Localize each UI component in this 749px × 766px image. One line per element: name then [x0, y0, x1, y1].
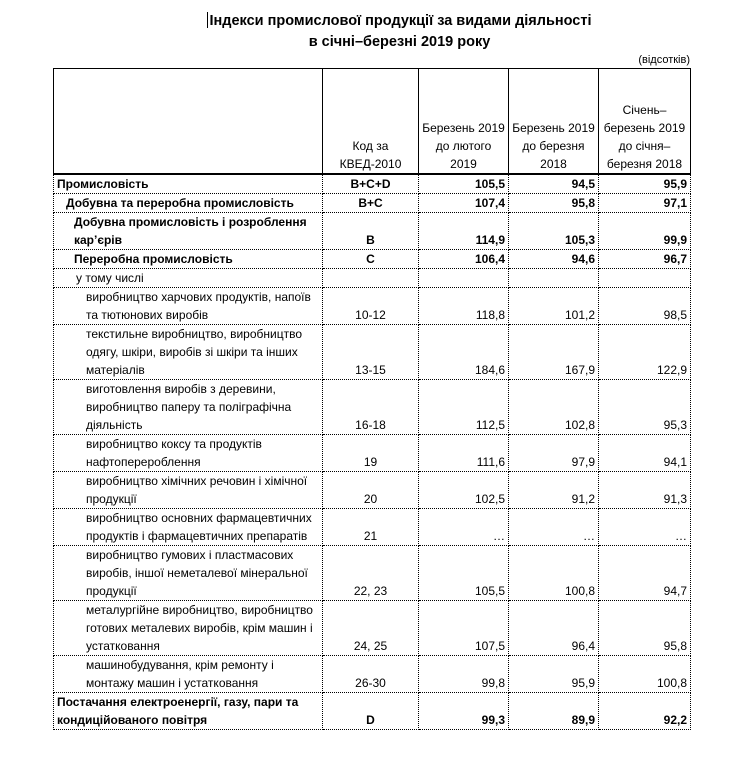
row-name: Добувна та переробна промисловість: [54, 194, 323, 213]
row-code: 10-12: [323, 288, 419, 325]
row-code: B+C: [323, 194, 419, 213]
row-code: 26-30: [323, 656, 419, 693]
value-mar19-vs-mar18: 91,2: [509, 472, 599, 509]
row-name: Добувна промисловість і розроблення кар’єрів: [54, 213, 323, 250]
value-q1-19-vs-q1-18: 98,5: [599, 288, 691, 325]
value-mar19-vs-mar18: 94,6: [509, 250, 599, 269]
table-row: [54, 601, 691, 656]
value-mar19-vs-feb19: 106,4: [419, 250, 509, 269]
value-q1-19-vs-q1-18: 95,3: [599, 380, 691, 435]
value-mar19-vs-feb19: [419, 269, 509, 288]
row-name: машинобудування, крім ремонту і монтажу машин і устатковання: [54, 656, 323, 693]
value-q1-19-vs-q1-18: 96,7: [599, 250, 691, 269]
value-q1-19-vs-q1-18: 94,1: [599, 435, 691, 472]
header-name: [54, 69, 323, 175]
value-mar19-vs-feb19: 99,8: [419, 656, 509, 693]
value-q1-19-vs-q1-18: [599, 269, 691, 288]
row-code: [323, 269, 419, 288]
title-text: Індекси промислової продукції за видами діяльності: [209, 13, 592, 29]
value-mar19-vs-feb19: 184,6: [419, 325, 509, 380]
header-row: [54, 69, 691, 175]
document-title-line-1: [0, 12, 749, 29]
table-row: [54, 509, 691, 546]
industrial-index-table: [53, 68, 691, 730]
row-name: виробництво гумових і пластмасових виробів, іншої неметалевої мінеральної продукції: [54, 546, 323, 601]
row-code: D: [323, 693, 419, 730]
unit-note: (відсотків): [638, 54, 690, 66]
value-q1-19-vs-q1-18: …: [599, 509, 691, 546]
row-name: металургійне виробництво, виробництво готових металевих виробів, крім машин і устатковання: [54, 601, 323, 656]
value-q1-19-vs-q1-18: 122,9: [599, 325, 691, 380]
value-mar19-vs-mar18: [509, 269, 599, 288]
row-name: виробництво хімічних речовин і хімічної продукції: [54, 472, 323, 509]
table-row: [54, 288, 691, 325]
row-code: 13-15: [323, 325, 419, 380]
row-name: виробництво харчових продуктів, напоїв та тютюнових виробів: [54, 288, 323, 325]
value-mar19-vs-feb19: 118,8: [419, 288, 509, 325]
header-mar19-vs-feb19: Березень 2019 до лютого 2019: [419, 69, 509, 175]
row-name: Постачання електроенергії, газу, пари та кондиційованого повітря: [54, 693, 323, 730]
value-mar19-vs-feb19: 102,5: [419, 472, 509, 509]
row-name: у тому числі: [54, 269, 323, 288]
value-q1-19-vs-q1-18: 91,3: [599, 472, 691, 509]
value-mar19-vs-mar18: 96,4: [509, 601, 599, 656]
row-code: B+C+D: [323, 174, 419, 194]
value-mar19-vs-mar18: 101,2: [509, 288, 599, 325]
value-mar19-vs-feb19: 111,6: [419, 435, 509, 472]
row-code: 24, 25: [323, 601, 419, 656]
value-mar19-vs-feb19: 112,5: [419, 380, 509, 435]
value-q1-19-vs-q1-18: 99,9: [599, 213, 691, 250]
row-code: 19: [323, 435, 419, 472]
row-code: 22, 23: [323, 546, 419, 601]
row-name: Промисловість: [54, 174, 323, 194]
value-mar19-vs-mar18: 89,9: [509, 693, 599, 730]
row-name: виробництво коксу та продуктів нафтоперероблення: [54, 435, 323, 472]
value-mar19-vs-feb19: …: [419, 509, 509, 546]
row-name: текстильне виробництво, виробництво одягу, шкіри, виробів зі шкіри та інших матеріалів: [54, 325, 323, 380]
value-mar19-vs-mar18: 94,5: [509, 174, 599, 194]
table-row: [54, 269, 691, 288]
value-q1-19-vs-q1-18: 95,8: [599, 601, 691, 656]
table-row: [54, 472, 691, 509]
value-mar19-vs-feb19: 105,5: [419, 174, 509, 194]
value-mar19-vs-mar18: 167,9: [509, 325, 599, 380]
value-mar19-vs-mar18: …: [509, 509, 599, 546]
row-code: B: [323, 213, 419, 250]
table-row: [54, 250, 691, 269]
table-row: [54, 194, 691, 213]
header-code: Код за КВЕД-2010: [323, 69, 419, 175]
value-mar19-vs-mar18: 102,8: [509, 380, 599, 435]
value-mar19-vs-feb19: 105,5: [419, 546, 509, 601]
value-mar19-vs-mar18: 97,9: [509, 435, 599, 472]
row-code: 16-18: [323, 380, 419, 435]
table-row: [54, 546, 691, 601]
value-mar19-vs-mar18: 95,9: [509, 656, 599, 693]
value-mar19-vs-feb19: 114,9: [419, 213, 509, 250]
table-row: [54, 213, 691, 250]
document-title-line-2: в січні–березні 2019 року: [308, 34, 491, 50]
table-row: [54, 174, 691, 194]
table-row: [54, 325, 691, 380]
value-q1-19-vs-q1-18: 100,8: [599, 656, 691, 693]
row-code: 21: [323, 509, 419, 546]
table-row: [54, 380, 691, 435]
header-q1-19-vs-q1-18: Січень–березень 2019 до січня–березня 2018: [599, 69, 691, 175]
value-mar19-vs-mar18: 100,8: [509, 546, 599, 601]
value-mar19-vs-feb19: 107,4: [419, 194, 509, 213]
value-q1-19-vs-q1-18: 95,9: [599, 174, 691, 194]
value-q1-19-vs-q1-18: 92,2: [599, 693, 691, 730]
row-name: виготовлення виробів з деревини, виробництво паперу та поліграфічна діяльність: [54, 380, 323, 435]
row-code: 20: [323, 472, 419, 509]
row-code: C: [323, 250, 419, 269]
value-mar19-vs-feb19: 99,3: [419, 693, 509, 730]
table-row: [54, 656, 691, 693]
table-row: [54, 693, 691, 730]
value-mar19-vs-mar18: 95,8: [509, 194, 599, 213]
value-q1-19-vs-q1-18: 97,1: [599, 194, 691, 213]
table-row: [54, 435, 691, 472]
row-name: Переробна промисловість: [54, 250, 323, 269]
value-mar19-vs-feb19: 107,5: [419, 601, 509, 656]
row-name: виробництво основних фармацевтичних продуктів і фармацевтичних препаратів: [54, 509, 323, 546]
value-q1-19-vs-q1-18: 94,7: [599, 546, 691, 601]
header-mar19-vs-mar18: Березень 2019 до березня 2018: [509, 69, 599, 175]
value-mar19-vs-mar18: 105,3: [509, 213, 599, 250]
